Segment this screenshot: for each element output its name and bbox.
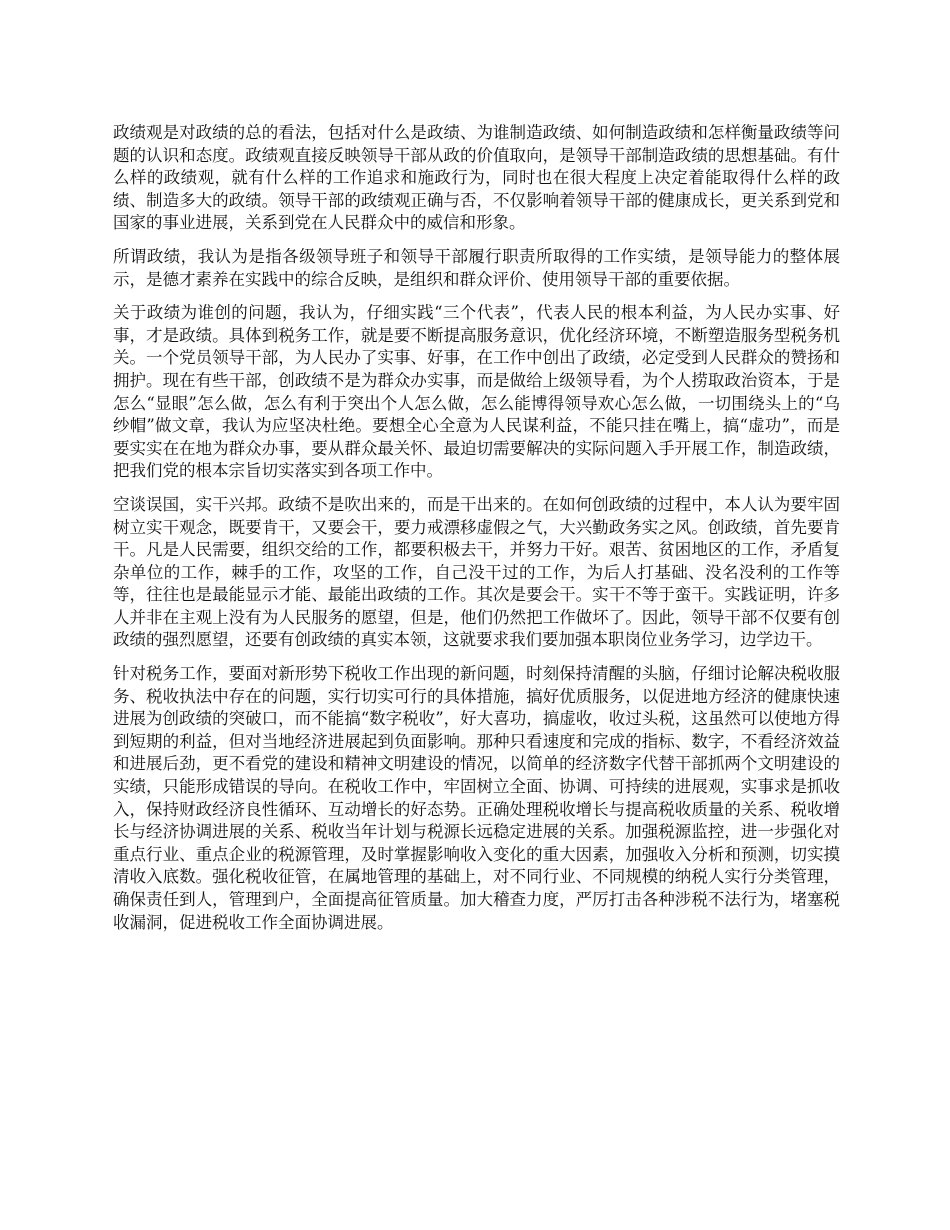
paragraph-5: 针对税务工作，要面对新形势下税收工作出现的新问题，时刻保持清醒的头脑，仔细讨论解决税收服务、税收执法中存在的问题，实行切实可行的具体措施，搞好优质服务，以促进地方经济的健康快速进展为创政绩的突破口，而不能搞“数字税收”，好大喜功，搞虚收，收过头税，这虽然可以使地方得到短期的利益，但对当地经济进展起到负面影响。那种只看速度和完成的指标、数字，不看经济效益和进展后劲，更不看党的建设和精神文明建设的情况，以简单的经济数字代替干部抓两个文明建设的实绩，只能形成错误的导向。在税收工作中，牢固树立全面、协调、可持续的进展观，实事求是抓收入，保持财政经济良性循环、互动增长的好态势。正确处理税收增长与提高税收质量的关系、税收增长与经济协调进展的关系、税收当年计划与税源长远稳定进展的关系。加强税源监控，进一步强化对重点行业、重点企业的税源管理，及时掌握影响收入变化的重大因素，加强收入分析和预测，切实摸清收入底数。强化税收征管，在属地管理的基础上，对不同行业、不同规模的纳税人实行分类管理，确保责任到人，管理到户，全面提高征管质量。加大稽查力度，严厉打击各种涉税不法行为，堵塞税收漏洞，促进税收工作全面协调进展。 xyxy=(113,664,840,932)
paragraph-4: 空谈误国，实干兴邦。政绩不是吹出来的，而是干出来的。在如何创政绩的过程中，本人认为要牢固树立实干观念，既要肯干，又要会干，要力戒漂移虚假之气，大兴勤政务实之风。创政绩，首先要肯干。凡是人民需要，组织交给的工作，都要积极去干，并努力干好。艰苦、贫困地区的工作，矛盾复杂单位的工作，棘手的工作，攻坚的工作，自己没干过的工作，为后人打基础、没名没利的工作等等，往往也是最能显示才能、最能出政绩的工作。其次是要会干。实干不等于蛮干。实践证明，许多人并非在主观上没有为人民服务的愿望，但是，他们仍然把工作做坏了。因此，领导干部不仅要有创政绩的强烈愿望，还要有创政绩的真实本领，这就要求我们要加强本职岗位业务学习，边学边干。 xyxy=(113,494,840,650)
document-body xyxy=(113,122,840,945)
paragraph-3: 关于政绩为谁创的问题，我认为，仔细实践“三个代表”，代表人民的根本利益，为人民办实事、好事，才是政绩。具体到税务工作，就是要不断提高服务意识，优化经济环境，不断塑造服务型税务机关。一个党员领导干部，为人民办了实事、好事，在工作中创出了政绩，必定受到人民群众的赞扬和拥护。现在有些干部，创政绩不是为群众办实事，而是做给上级领导看，为个人捞取政治资本，于是怎么“显眼”怎么做，怎么有利于突出个人怎么做，怎么能博得领导欢心怎么做，一切围绕头上的“乌纱帽”做文章，我认为应坚决杜绝。要想全心全意为人民谋利益，不能只挂在嘴上，搞“虚功”，而是要实实在在地为群众办事，要从群众最关怀、最迫切需要解决的实际问题入手开展工作，制造政绩，把我们党的根本宗旨切实落实到各项工作中。 xyxy=(113,303,840,481)
paragraph-1: 政绩观是对政绩的总的看法，包括对什么是政绩、为谁制造政绩、如何制造政绩和怎样衡量政绩等问题的认识和态度。政绩观直接反映领导干部从政的价值取向，是领导干部制造政绩的思想基础。有什么样的政绩观，就有什么样的工作追求和施政行为，同时也在很大程度上决定着能取得什么样的政绩、制造多大的政绩。领导干部的政绩观正确与否，不仅影响着领导干部的健康成长，更关系到党和国家的事业进展，关系到党在人民群众中的威信和形象。 xyxy=(113,123,840,233)
paragraph-2: 所谓政绩，我认为是指各级领导班子和领导干部履行职责所取得的工作实绩，是领导能力的整体展示，是德才素养在实践中的综合反映，是组织和群众评价、使用领导干部的重要依据。 xyxy=(113,246,840,289)
